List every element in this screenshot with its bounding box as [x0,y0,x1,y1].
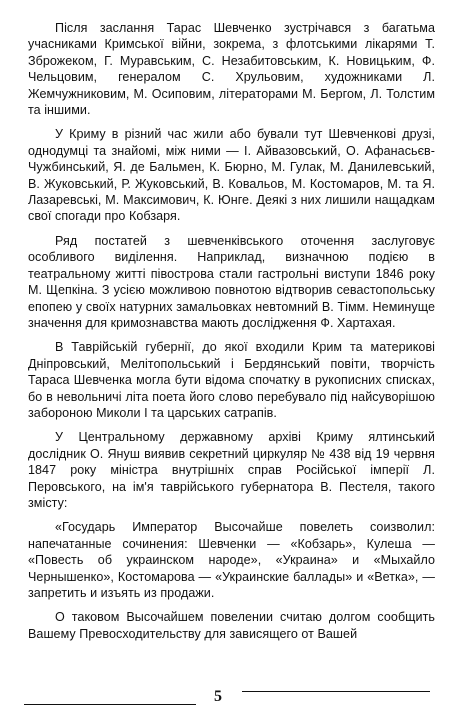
page-footer [0,680,452,720]
paragraph-2: У Криму в різний час жили або бували тут Шевченкові друзі, однодумці та знайомі, між ними — І. Айвазовський, О. Афанасьєв-Чужбинський, Я. де Бальмен, К. Бюрно, М. Гулак, М. Данилевський, В. Жуковський, Р. Жуковський, В. Ковальов, М. Костомаров, М. та Я. Лазаревські, М. Максимович, К. Юнге. Деякі з них лишили нащадкам свої спогади про Кобзаря. [28,127,435,224]
paragraph-1: Після заслання Тарас Шевченко зустрічався з багатьма учасниками Кримської війни, зокрема, з флотськими лікарями Т. Зброжеком, Г. Муравським, С. Незабитовським, К. Новицьким, Ф. Чельцовим, генералом С. Хрульовим, художниками Л. Жемчужниковим, М. Осиповим, літераторами М. Бергом, Л. Толстим та іншими. [28,21,435,118]
paragraph-4: В Таврійській губернії, до якої входили Крим та материкові Дніпровський, Мелітопольський і Бердянський повіти, творчість Тараса Шевченка могла бути відома спочатку в рукописних списках, бо в невольничі літа поета його слово перебувало під найсуворішою забороною Миколи І та царських сатрапів. [28,340,435,420]
page-text [28,20,435,642]
footer-rule-right [242,691,430,692]
page-number: 5 [214,688,222,705]
footer-rule-left [24,704,196,705]
paragraph-5: У Центральному державному архіві Криму ялтинський дослідник О. Януш виявив секретний циркуляр № 438 від 19 червня 1847 року міністра внутрішніх справ Російської імперії Л. Перовського, на ім'я таврійського губернатора В. Пестеля, такого змісту: [28,430,435,510]
paragraph-6-quote: «Государь Император Высочайше повелеть соизволил: напечатанные сочинения: Шевченки — «Кобзарь», Кулеша — «Повесть об украинском народе», «Украина» и «Мыхайло Чернышенко», Костомарова — «Украинские баллады» и «Ветка», — запретить и изъять из продажи. [28,520,435,600]
paragraph-7: О таковом Высочайшем повелении считаю долгом сообщить Вашему Превосходительству для зависящего от Вашей [28,610,435,641]
paragraph-3: Ряд постатей з шевченківського оточення заслуговує особливого виділення. Наприклад, визначною подією в театральному житті півострова стали гастрольні виступи 1846 року М. Щепкіна. З усією можливою повнотою відтворив севастопольську епопею у своїх натурних замальовках невтомний В. Тімм. Неминуще значення для кримознавства мають дослідження Ф. Хартахая. [28,233,435,330]
